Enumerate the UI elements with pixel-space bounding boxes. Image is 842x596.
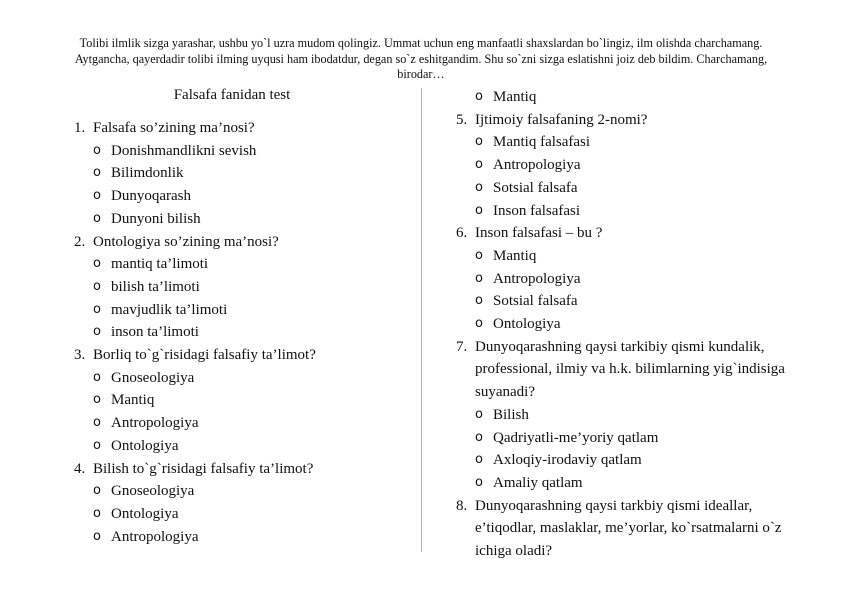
answer-option: [93, 367, 404, 390]
answer-option-text: Mantiq: [111, 392, 155, 409]
bullet-icon: o: [475, 316, 483, 332]
answer-option: [475, 290, 796, 313]
answer-option: [475, 86, 796, 109]
answer-option: [93, 435, 404, 458]
answer-option: [93, 480, 404, 503]
answer-options: [93, 253, 404, 344]
answer-option-text: mantiq ta’limoti: [111, 256, 209, 273]
answer-option: [93, 276, 404, 299]
question-item: [74, 458, 404, 549]
bullet-icon: o: [93, 437, 101, 453]
answer-option-text: bilish ta’limoti: [111, 278, 200, 295]
continued-options: [475, 86, 796, 109]
answer-option: [475, 154, 796, 177]
answer-option: [93, 253, 404, 276]
answer-option-text: Bilish: [493, 406, 529, 423]
answer-option: [93, 299, 404, 322]
answer-option-text: mavjudlik ta’limoti: [111, 301, 228, 318]
bullet-icon: o: [93, 256, 101, 272]
answer-option-text: Mantiq: [493, 89, 537, 105]
test-title: Falsafa fanidan test: [173, 87, 291, 103]
answer-option-text: Antropologiya: [111, 528, 199, 545]
left-column: [74, 86, 404, 548]
answer-option: [93, 140, 404, 163]
bullet-icon: o: [475, 474, 483, 490]
question-text: Inson falsafasi – bu ?: [475, 225, 603, 242]
answer-option: [475, 200, 796, 223]
bullet-icon: o: [475, 247, 483, 263]
bullet-icon: o: [93, 210, 101, 226]
question-item: [456, 495, 796, 563]
bullet-icon: o: [475, 202, 483, 218]
bullet-icon: o: [475, 270, 483, 286]
intro-paragraph: Tolibi ilmlik sizga yarashar, ushbu yo`l uzra mudom qolingiz. Ummat uchun eng manfaatli shaxslardan bo`lingiz, ilm olishda charchamang. Aytgancha, qayerdadir tolibi ilming uyqusi ham ibodatdur, degan so`z eshitgandim. Shu so`zni sizga eslatishni joiz deb bildim. Charchamang, birodar…: [74, 36, 768, 81]
answer-option-text: Gnoseologiya: [111, 369, 195, 386]
question-number: 2.: [74, 233, 86, 250]
question-number: 1.: [74, 120, 86, 136]
answer-option: [93, 321, 404, 344]
bullet-icon: o: [93, 415, 101, 431]
bullet-icon: o: [93, 301, 101, 317]
answer-option-text: Antropologiya: [493, 270, 581, 287]
question-item: [74, 344, 404, 458]
answer-option-text: Sotsial falsafa: [493, 293, 578, 310]
question-number: 4.: [74, 460, 86, 477]
answer-option: [475, 449, 796, 472]
question-item: [74, 231, 404, 345]
bullet-icon: o: [475, 134, 483, 150]
answer-option-text: Antropologiya: [111, 415, 199, 432]
answer-option: [93, 412, 404, 435]
answer-option: [93, 162, 404, 185]
answer-option-text: Gnoseologiya: [111, 483, 195, 500]
answer-option-text: Amaliy qatlam: [493, 474, 583, 491]
question-text: Dunyoqarashning qaysi tarkbiy qismi ideallar, e’tiqodlar, maslaklar, me’yorlar, ko`rsatmalarni o`z ichiga oladi?: [475, 497, 782, 560]
answer-options: [475, 131, 796, 222]
bullet-icon: o: [93, 188, 101, 204]
bullet-icon: o: [475, 429, 483, 445]
bullet-icon: o: [93, 483, 101, 499]
question-text: Borliq to`g`risidagi falsafiy ta’limot?: [93, 347, 316, 364]
answer-option: [93, 503, 404, 526]
answer-option: [475, 131, 796, 154]
answer-option: [475, 177, 796, 200]
question-number: 8.: [456, 497, 468, 514]
question-item: [456, 336, 796, 495]
answer-option-text: Mantiq: [493, 247, 537, 264]
answer-option-text: Ontologiya: [111, 437, 179, 454]
question-text: Ontologiya so’zining ma’nosi?: [93, 233, 279, 250]
answer-option: [475, 404, 796, 427]
answer-option-text: Dunyoni bilish: [111, 210, 201, 227]
question-text: Bilish to`g`risidagi falsafiy ta’limot?: [93, 460, 314, 477]
answer-option: [93, 389, 404, 412]
answer-option-text: Axloqiy-irodaviy qatlam: [493, 452, 642, 469]
question-number: 3.: [74, 347, 86, 364]
bullet-icon: o: [93, 165, 101, 181]
right-column: [456, 86, 796, 563]
answer-option-text: Qadriyatli-me’yoriy qatlam: [493, 429, 659, 446]
question-text: Dunyoqarashning qaysi tarkibiy qismi kundalik, professional, ilmiy va h.k. bilimlarning yig`indisiga suyanadi?: [475, 338, 785, 401]
left-question-list: [74, 117, 404, 548]
column-divider: [421, 88, 422, 552]
answer-option-text: Dunyoqarash: [111, 188, 191, 205]
answer-option: [475, 268, 796, 291]
question-text: Ijtimoiy falsafaning 2-nomi?: [475, 111, 648, 128]
bullet-icon: o: [475, 89, 483, 104]
bullet-icon: o: [475, 157, 483, 173]
answer-option-text: Antropologiya: [493, 157, 581, 174]
answer-option: [475, 472, 796, 495]
bullet-icon: o: [93, 369, 101, 385]
bullet-icon: o: [93, 392, 101, 408]
question-number: 5.: [456, 111, 468, 128]
bullet-icon: o: [93, 324, 101, 340]
bullet-icon: o: [93, 505, 101, 521]
question-number: 7.: [456, 338, 468, 355]
question-number: 6.: [456, 225, 468, 242]
answer-option: [93, 185, 404, 208]
answer-option: [475, 245, 796, 268]
answer-option: [475, 313, 796, 336]
answer-option: [475, 427, 796, 450]
answer-option-text: Ontologiya: [111, 505, 179, 522]
answer-option-text: Donishmandlikni sevish: [111, 142, 257, 159]
question-item: [456, 109, 796, 223]
bullet-icon: o: [475, 179, 483, 195]
bullet-icon: o: [93, 278, 101, 294]
answer-option-text: Bilimdonlik: [111, 165, 184, 182]
answer-option: [93, 208, 404, 231]
answer-option-text: Sotsial falsafa: [493, 179, 578, 196]
bullet-icon: o: [93, 528, 101, 544]
question-item: [74, 117, 404, 231]
question-item: [456, 222, 796, 336]
right-question-list: [456, 109, 796, 563]
answer-options: [93, 140, 404, 231]
bullet-icon: o: [475, 293, 483, 309]
answer-options: [475, 404, 796, 495]
answer-option-text: Ontologiya: [493, 316, 561, 333]
bullet-icon: o: [475, 406, 483, 422]
answer-options: [475, 245, 796, 336]
answer-option-text: Mantiq falsafasi: [493, 134, 591, 151]
answer-option-text: Inson falsafasi: [493, 202, 581, 219]
bullet-icon: o: [475, 452, 483, 468]
answer-options: [93, 367, 404, 458]
answer-options: [93, 480, 404, 548]
bullet-icon: o: [93, 142, 101, 158]
question-text: Falsafa so’zining ma’nosi?: [93, 120, 255, 136]
answer-option-text: inson ta’limoti: [111, 324, 199, 341]
answer-option: [93, 526, 404, 549]
